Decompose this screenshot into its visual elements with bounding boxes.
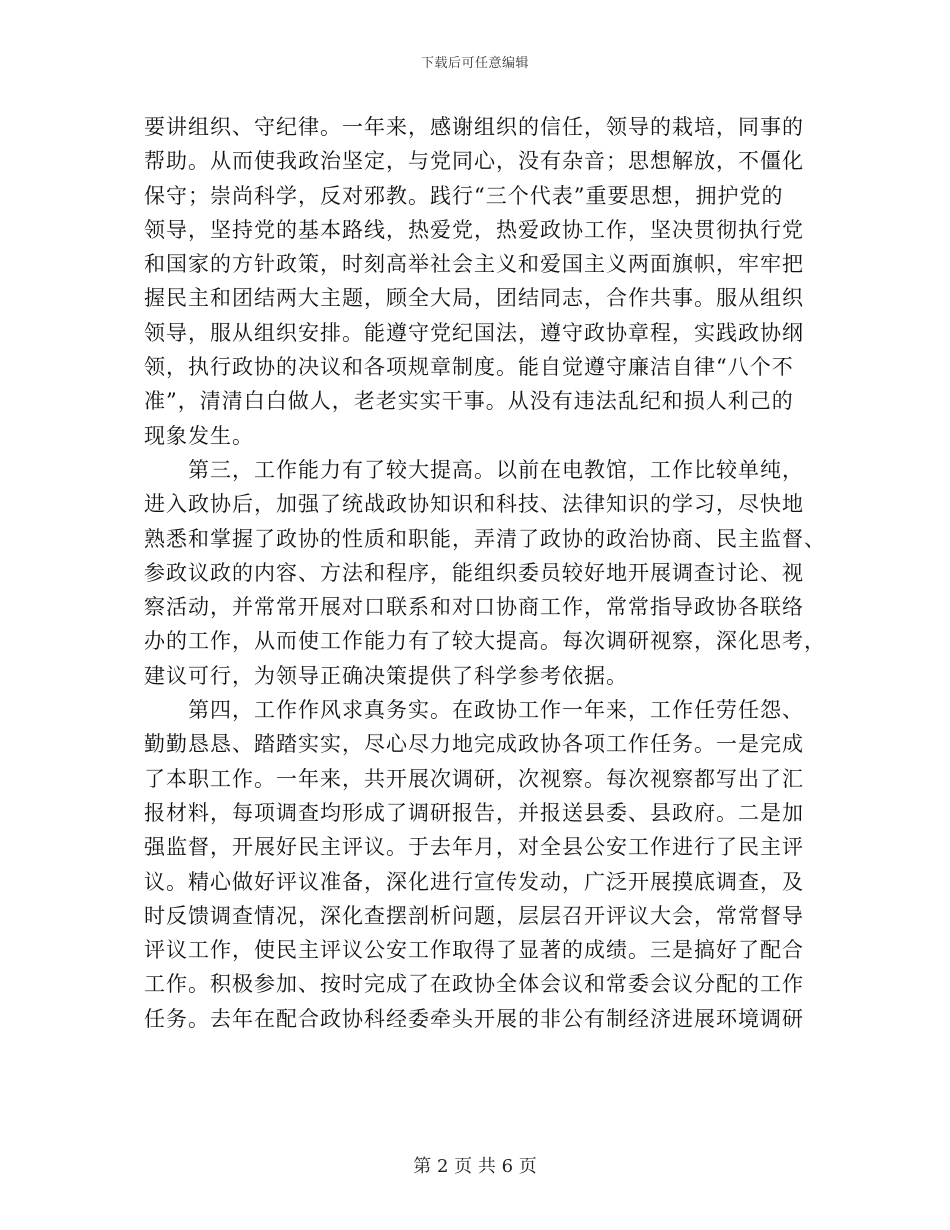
text-line: 要讲组织、守纪律。一年来，感谢组织的信任，领导的栽培，同事的 <box>144 115 804 139</box>
text-line: 任务。去年在配合政协科经委牵头开展的非公有制经济进展环境调研 <box>144 1006 804 1031</box>
text-line: 强监督，开展好民主评议。于去年月，对全县公安工作进行了民主评 <box>144 835 804 860</box>
page-number-footer: 第 2 页 共 6 页 <box>413 1156 537 1177</box>
text-line: 握民主和团结两大主题，顾全大局，团结同志，合作共事。服从组织 <box>144 286 804 311</box>
text-line: 参政议政的内容、方法和程序，能组织委员较好地开展调查讨论、视 <box>144 560 804 585</box>
text-line: 领导，坚持党的基本路线，热爱党，热爱政协工作，坚决贯彻执行党 <box>144 217 804 242</box>
text-line: 议。精心做好评议准备，深化进行宣传发动，广泛开展摸底调查，及 <box>144 869 804 894</box>
paragraph-start-line: 第四，工作作风求真务实。在政协工作一年来，工作任劳任怨、 <box>144 698 804 723</box>
text-line: 了本职工作。一年来，共开展次调研，次视察。每次视察都写出了汇 <box>144 766 804 791</box>
text-line: 熟悉和掌握了政协的性质和职能，弄清了政协的政治协商、民主监督、 <box>144 526 826 551</box>
text-line: 现象发生。 <box>144 423 254 448</box>
text-line: 察活动，并常常开展对口联系和对口协商工作，常常指导政协各联络 <box>144 595 804 620</box>
text-line: 准”，清清白白做人，老老实实干事。从没有违法乱纪和损人利己的 <box>144 389 794 414</box>
text-line: 评议工作，使民主评议公安工作取得了显著的成绩。三是搞好了配合 <box>144 938 804 963</box>
text-line: 保守；崇尚科学，反对邪教。践行“三个代表”重要思想，拥护党的 <box>144 183 784 208</box>
text-line: 报材料，每项调查均形成了调研报告，并报送县委、县政府。二是加 <box>144 800 804 825</box>
body-text <box>144 110 826 1036</box>
text-line: 领导，服从组织安排。能遵守党纪国法，遵守政协章程，实践政协纲 <box>144 320 804 345</box>
text-line: 建议可行，为领导正确决策提供了科学参考依据。 <box>144 663 628 688</box>
text-line: 时反馈调查情况，深化查摆剖析问题，层层召开评议大会，常常督导 <box>144 903 804 928</box>
page-header: 下载后可任意编辑 <box>420 56 529 71</box>
paragraph-start-line: 第三，工作能力有了较大提高。以前在电教馆，工作比较单纯， <box>144 457 804 482</box>
text-line: 进入政协后，加强了统战政协知识和科技、法律知识的学习，尽快地 <box>144 492 804 517</box>
text-line: 办的工作，从而使工作能力有了较大提高。每次调研视察，深化思考， <box>144 629 826 654</box>
text-line: 和国家的方针政策，时刻高举社会主义和爱国主义两面旗帜，牢牢把 <box>144 252 804 277</box>
text-line: 帮助。从而使我政治坚定，与党同心，没有杂音；思想解放，不僵化 <box>144 149 804 174</box>
text-line: 勤勤恳恳、踏踏实实，尽心尽力地完成政协各项工作任务。一是完成 <box>144 732 804 757</box>
text-line: 领，执行政协的决议和各项规章制度。能自觉遵守廉洁自律“八个不 <box>144 355 794 380</box>
text-line: 工作。积极参加、按时完成了在政协全体会议和常委会议分配的工作 <box>144 972 804 997</box>
